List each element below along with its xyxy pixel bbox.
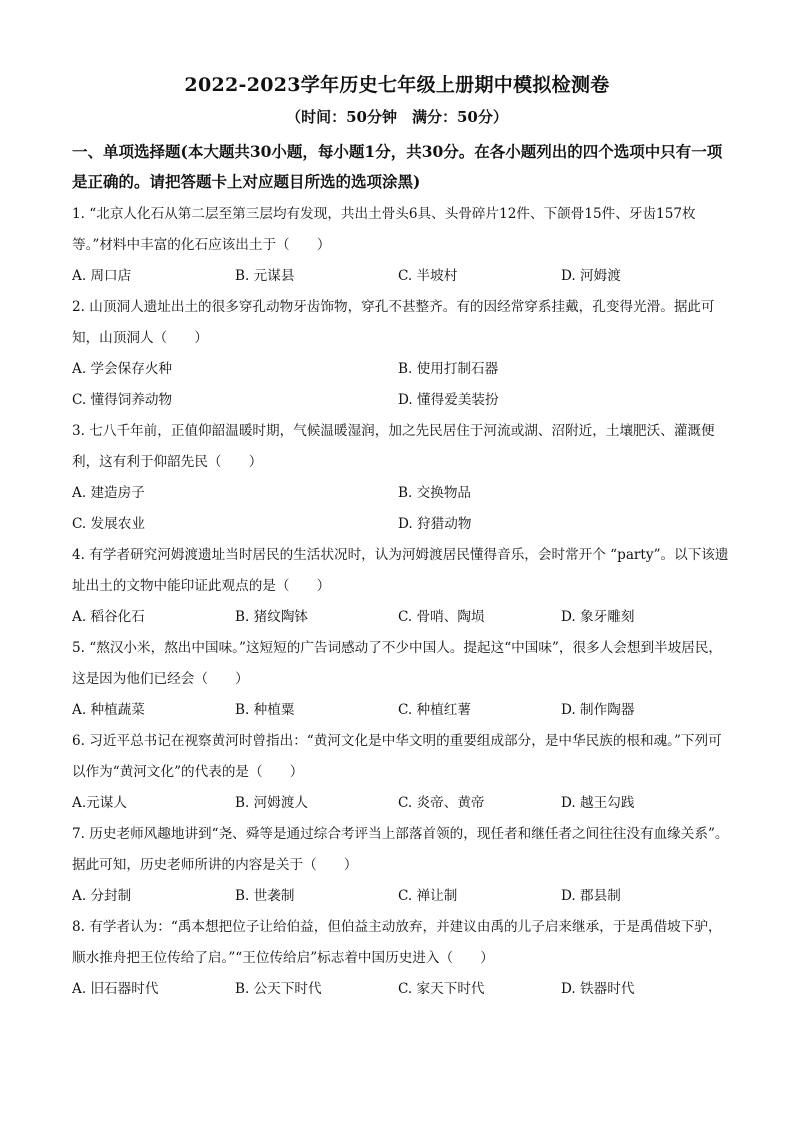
option-a: A. 种植蔬菜 [72, 702, 145, 718]
option-d: D. 河姆渡 [561, 268, 621, 284]
option-a: A. 分封制 [72, 888, 132, 904]
option-a: A.元谋人 [72, 795, 127, 811]
option-b: B. 世袭制 [235, 888, 295, 904]
question-stem: 4. 有学者研究河姆渡遗址当时居民的生活状况时，认为河姆渡居民懂得音乐，会时常开个 “party”。以下该遗址出土的文物中能印证此观点的是（ ） [72, 547, 729, 594]
option-d: D. 狩猎动物 [398, 516, 472, 532]
options-row [72, 881, 732, 912]
option-a: A. 建造房子 [72, 485, 145, 501]
option-d: D. 懂得爱美装扮 [398, 392, 499, 408]
question-stem: 2. 山顶洞人遗址出土的很多穿孔动物牙齿饰物，穿孔不甚整齐。有的因经常穿系挂戴，孔变得光滑。据此可知，山顶洞人（ ） [72, 299, 715, 346]
option-d: D. 制作陶器 [561, 702, 635, 718]
question-7 [72, 819, 732, 912]
options-grid [72, 354, 732, 416]
option-b: B. 种植粟 [235, 702, 295, 718]
options-grid [72, 478, 732, 540]
options-row [72, 788, 732, 819]
option-c: C. 禅让制 [398, 888, 458, 904]
question-stem: 6. 习近平总书记在视察黄河时曾指出：“黄河文化是中华文明的重要组成部分，是中华民族的根和魂。”下列可以作为“黄河文化”的代表的是（ ） [72, 733, 722, 780]
option-b: B. 猪纹陶钵 [235, 609, 309, 625]
question-5 [72, 633, 732, 726]
option-c: C. 炎帝、黄帝 [398, 795, 485, 811]
option-c: C. 家天下时代 [398, 981, 485, 997]
option-b: B. 公天下时代 [235, 981, 322, 997]
question-list [72, 199, 732, 1005]
question-stem: 5. “熬汉小米，熬出中国味。”这短短的广告词感动了不少中国人。提起这“中国味”，很多人会想到半坡居民，这是因为他们已经会（ ） [72, 640, 723, 687]
question-stem: 3. 七八千年前，正值仰韶温暖时期，气候温暖湿润，加之先民居住于河流或湖、沼附近，土壤肥沃、灌溉便利，这有利于仰韶先民（ ） [72, 423, 715, 470]
question-stem: 1. “北京人化石从第二层至第三层均有发现，共出土骨头6具、头骨碎片12件、下颌骨15件、牙齿157枚等。”材料中丰富的化石应该出土于（ ） [72, 206, 696, 253]
question-8 [72, 912, 732, 1005]
option-c: C. 半坡村 [398, 268, 458, 284]
question-3 [72, 416, 732, 540]
exam-subtitle: （时间：50分钟 满分：50分） [286, 108, 508, 126]
option-c: C. 种植红薯 [398, 702, 471, 718]
option-a: A. 学会保存火种 [72, 361, 173, 377]
options-row [72, 974, 732, 1005]
option-d: D. 铁器时代 [561, 981, 635, 997]
option-d: D. 郡县制 [561, 888, 621, 904]
exam-title: 2022-2023学年历史七年级上册期中模拟检测卷 [184, 74, 610, 96]
question-stem: 7. 历史老师风趣地讲到“尧、舜等是通过综合考评当上部落首领的，现任者和继任者之间往往没有血缘关系”。据此可知，历史老师所讲的内容是关于（ ） [72, 826, 729, 873]
options-row [72, 695, 732, 726]
section-heading: 一、单项选择题(本大题共30小题，每小题1分，共30分。在各小题列出的四个选项中只有一项是正确的。请把答题卡上对应题目所选的选项涂黑) [72, 142, 723, 191]
question-6 [72, 726, 732, 819]
option-b: B. 元谋县 [235, 268, 295, 284]
question-stem: 8. 有学者认为：“禹本想把位子让给伯益，但伯益主动放弃，并建议由禹的儿子启来继承，于是禹借坡下驴，顺水推舟把王位传给了启。”“王位传给启”标志着中国历史进入（ ） [72, 919, 722, 966]
question-1 [72, 199, 732, 292]
option-a: A. 周口店 [72, 268, 132, 284]
option-d: D. 象牙雕刻 [561, 609, 635, 625]
option-b: B. 河姆渡人 [235, 795, 309, 811]
option-d: D. 越王勾践 [561, 795, 635, 811]
option-a: A. 旧石器时代 [72, 981, 159, 997]
options-row [72, 602, 732, 633]
option-b: B. 交换物品 [398, 485, 472, 501]
options-row [72, 261, 732, 292]
option-c: C. 发展农业 [72, 516, 145, 532]
question-2 [72, 292, 732, 416]
option-a: A. 稻谷化石 [72, 609, 145, 625]
option-c: C. 懂得饲养动物 [72, 392, 173, 408]
option-c: C. 骨哨、陶埙 [398, 609, 485, 625]
question-4 [72, 540, 732, 633]
option-b: B. 使用打制石器 [398, 361, 499, 377]
